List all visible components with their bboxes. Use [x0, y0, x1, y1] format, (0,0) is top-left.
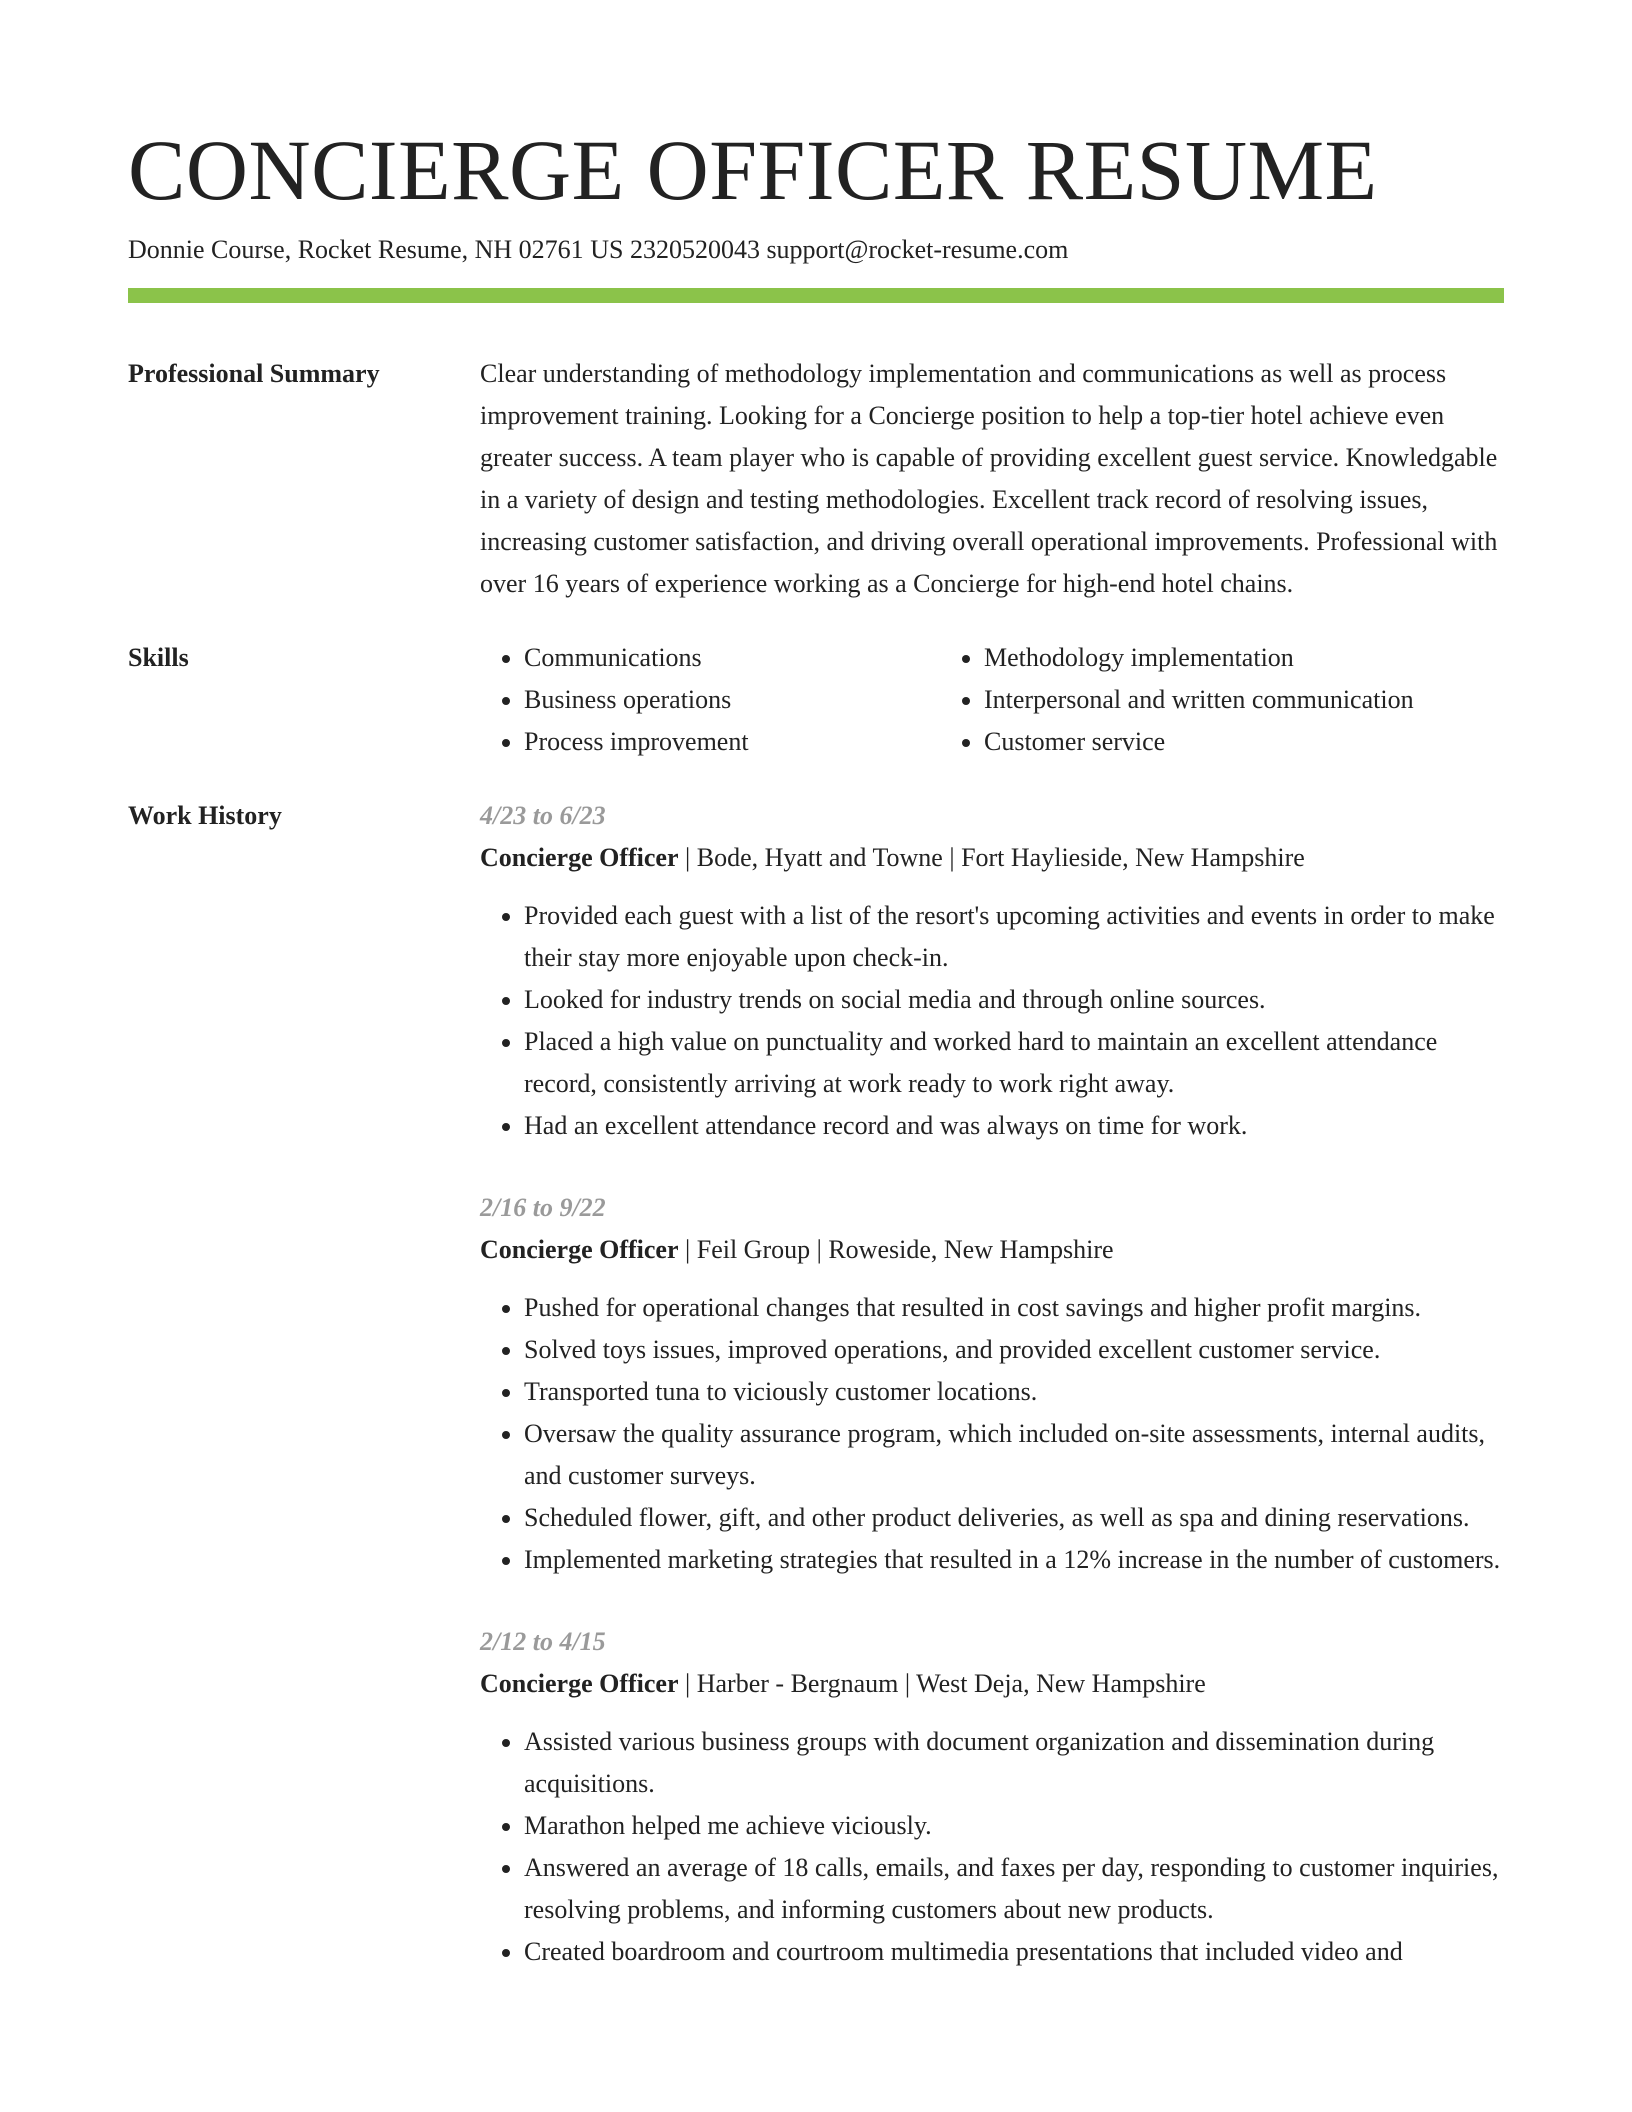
contact-company: Rocket Resume,	[297, 235, 469, 264]
job-title-line	[480, 837, 1504, 879]
job-bullet: • Assisted various business groups with document organization and dissemination during acquisitions.	[524, 1721, 1504, 1805]
resume-page	[128, 120, 1504, 1973]
separator	[679, 843, 697, 872]
skills-section	[128, 637, 1504, 763]
skills-label: Skills	[128, 643, 189, 672]
header-divider	[128, 288, 1504, 303]
job-bullet-list	[480, 895, 1504, 1147]
job-dates: 4/23 to 6/23	[480, 801, 606, 830]
job-title-line	[480, 1663, 1504, 1705]
job-dates: 2/16 to 9/22	[480, 1193, 606, 1222]
job-bullet: • Solved toys issues, improved operations, and provided excellent customer service.	[524, 1329, 1504, 1371]
separator	[679, 1669, 697, 1698]
skill-item: • Interpersonal and written communication	[984, 679, 1504, 721]
job-bullet: • Pushed for operational changes that resulted in cost savings and higher profit margins.	[524, 1287, 1504, 1329]
skills-body	[480, 637, 1504, 763]
skill-item: • Business operations	[524, 679, 940, 721]
skill-item: • Methodology implementation	[984, 637, 1504, 679]
job-role: Concierge Officer	[480, 1235, 679, 1264]
skills-grid	[480, 637, 1504, 763]
work-history-section	[128, 795, 1504, 1973]
contact-state-zip: NH 02761	[474, 235, 584, 264]
job-role: Concierge Officer	[480, 843, 679, 872]
skill-item: • Customer service	[984, 721, 1504, 763]
job-bullet: • Placed a high value on punctuality and worked hard to maintain an excellent attendance record, consistently arriving at work ready to work right away.	[524, 1021, 1504, 1105]
job-company: Harber - Bergnaum	[696, 1669, 899, 1698]
job-bullet-list	[480, 1721, 1504, 1973]
summary-label: Professional Summary	[128, 359, 380, 388]
job-bullet: • Scheduled flower, gift, and other product deliveries, as well as spa and dining reservations.	[524, 1497, 1504, 1539]
separator	[898, 1669, 916, 1698]
job-bullet-list	[480, 1287, 1504, 1581]
contact-name: Donnie Course,	[128, 235, 292, 264]
job-bullet: • Marathon helped me achieve viciously.	[524, 1805, 1504, 1847]
skills-column-right	[940, 637, 1504, 763]
summary-section	[128, 353, 1504, 605]
job-role: Concierge Officer	[480, 1669, 679, 1698]
summary-body	[480, 353, 1504, 605]
job-bullet: • Had an excellent attendance record and was always on time for work.	[524, 1105, 1504, 1147]
job-company: Bode, Hyatt and Towne	[696, 843, 943, 872]
job-bullet: • Transported tuna to viciously customer locations.	[524, 1371, 1504, 1413]
skill-item: • Communications	[524, 637, 940, 679]
job-entry	[480, 795, 1504, 1147]
job-title-line	[480, 1229, 1504, 1271]
job-location: West Deja, New Hampshire	[916, 1669, 1206, 1698]
job-entry	[480, 1621, 1504, 1973]
job-location: Roweside, New Hampshire	[828, 1235, 1114, 1264]
job-bullet: • Oversaw the quality assurance program, which included on-site assessments, internal audits, and customer surveys.	[524, 1413, 1504, 1497]
separator	[679, 1235, 697, 1264]
job-location: Fort Haylieside, New Hampshire	[961, 843, 1305, 872]
contact-line	[128, 232, 1504, 268]
skill-item: • Process improvement	[524, 721, 940, 763]
job-bullet: • Created boardroom and courtroom multimedia presentations that included video and	[524, 1931, 1504, 1973]
separator	[943, 843, 961, 872]
job-dates: 2/12 to 4/15	[480, 1627, 606, 1656]
separator	[810, 1235, 828, 1264]
work-history-label: Work History	[128, 801, 282, 830]
contact-phone: 2320520043	[629, 235, 760, 264]
job-entry	[480, 1187, 1504, 1581]
job-bullet: • Answered an average of 18 calls, emails, and faxes per day, responding to customer inquiries, resolving problems, and informing customers about new products.	[524, 1847, 1504, 1931]
skills-column-left	[480, 637, 940, 763]
contact-country: US	[590, 235, 624, 264]
work-history-body	[480, 795, 1504, 1973]
job-bullet: • Provided each guest with a list of the resort's upcoming activities and events in order to make their stay more enjoyable upon check-in.	[524, 895, 1504, 979]
contact-email: support@rocket-resume.com	[766, 235, 1069, 264]
summary-text: Clear understanding of methodology implementation and communications as well as process improvement training. Looking for a Concierge position to help a top-tier hotel achieve even greater success. A team player who is capable of providing excellent guest service. Knowledgable in a variety of design and testing methodologies. Excellent track record of resolving issues, increasing customer satisfaction, and driving overall operational improvements. Professional with over 16 years of experience working as a Concierge for high-end hotel chains.	[480, 359, 1498, 598]
resume-title: CONCIERGE OFFICER RESUME	[128, 122, 1378, 218]
job-company: Feil Group	[696, 1235, 811, 1264]
job-bullet: • Implemented marketing strategies that resulted in a 12% increase in the number of customers.	[524, 1539, 1504, 1581]
job-bullet: • Looked for industry trends on social media and through online sources.	[524, 979, 1504, 1021]
